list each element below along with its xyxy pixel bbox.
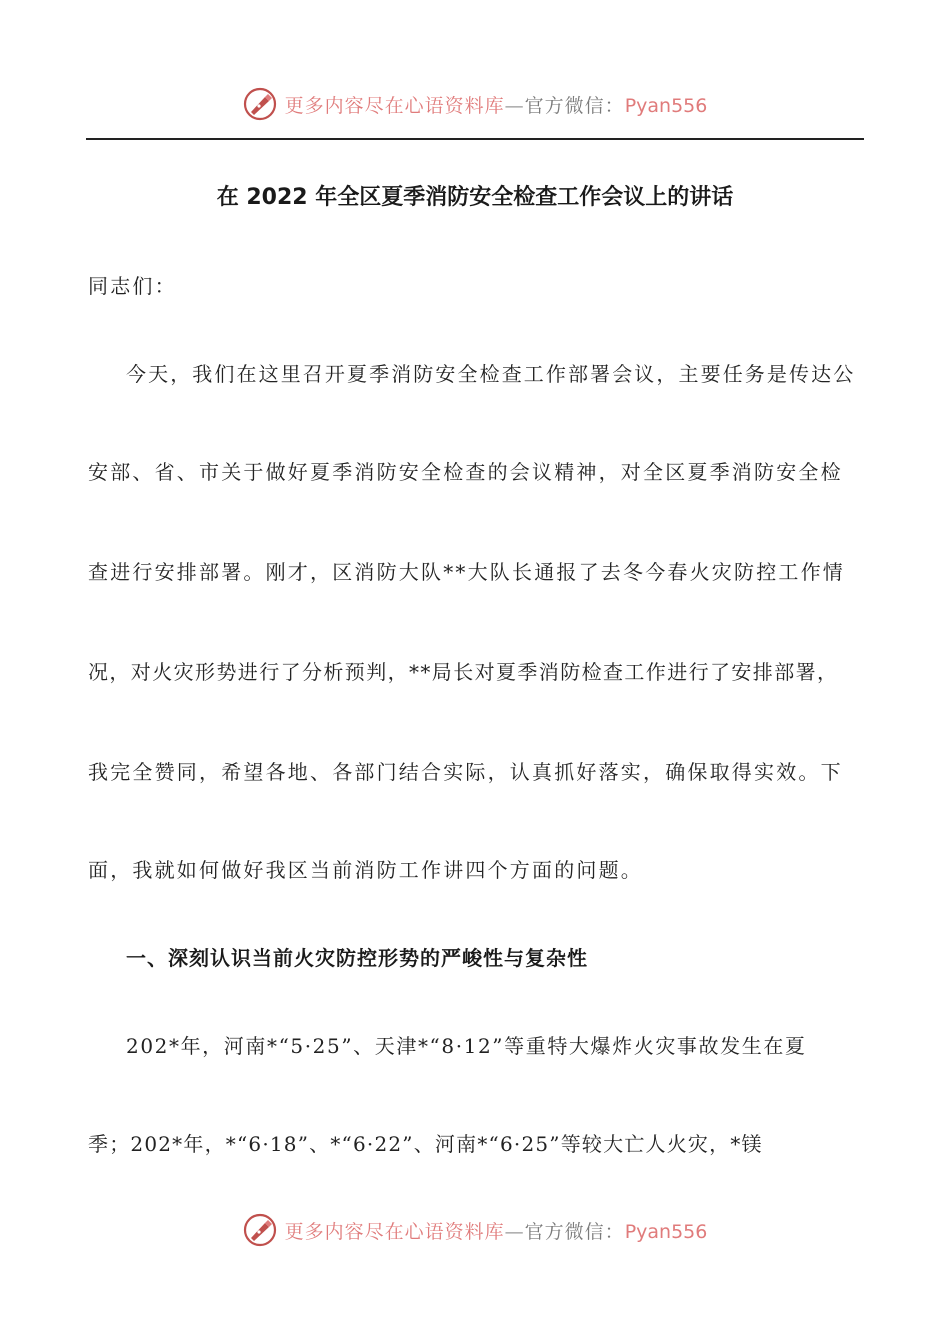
- header-banner-text: [285, 91, 708, 118]
- header-wechat-id: Pyan556: [624, 94, 708, 117]
- paragraph-line: 202*年，河南*“5·25”、天津*“8·12”等重特大爆炸火灾事故发生在夏: [126, 1034, 807, 1058]
- salutation: 同志们：: [88, 274, 177, 298]
- paragraph-line: 安部、省、市关于做好夏季消防安全检查的会议精神，对全区夏季消防安全检: [88, 460, 843, 484]
- footer-wechat-id: Pyan556: [624, 1220, 708, 1243]
- footer-banner-separator: —: [504, 1220, 525, 1243]
- footer-banner: [0, 1210, 950, 1250]
- pen-nib-logo-icon: [243, 1213, 277, 1247]
- header-banner-separator: —: [504, 94, 525, 117]
- header-rule: [86, 138, 864, 140]
- document-title: 在 2022 年全区夏季消防安全检查工作会议上的讲话: [216, 185, 734, 210]
- footer-banner-text: [285, 1217, 708, 1244]
- paragraph-line: 今天，我们在这里召开夏季消防安全检查工作部署会议，主要任务是传达公: [126, 362, 856, 386]
- paragraph-line: 查进行安排部署。刚才，区消防大队**大队长通报了去冬今春火灾防控工作情: [88, 560, 845, 584]
- paragraph-line: 面，我就如何做好我区当前消防工作讲四个方面的问题。: [88, 858, 643, 882]
- header-banner: [0, 84, 950, 124]
- pen-nib-logo-icon: [243, 87, 277, 121]
- footer-banner-label: 官方微信：: [524, 1220, 625, 1243]
- header-banner-main: 更多内容尽在心语资料库: [284, 94, 505, 117]
- header-banner-label: 官方微信：: [524, 94, 625, 117]
- paragraph-line: 我完全赞同，希望各地、各部门结合实际，认真抓好落实，确保取得实效。下: [88, 760, 843, 784]
- paragraph-line: 季；202*年，*“6·18”、*“6·22”、河南*“6·25”等较大亡人火灾，*镁: [88, 1132, 763, 1156]
- footer-banner-main: 更多内容尽在心语资料库: [284, 1220, 505, 1243]
- paragraph-line: 况，对火灾形势进行了分析预判，**局长对夏季消防检查工作进行了安排部署，: [88, 660, 839, 684]
- section-heading: 一、深刻认识当前火灾防控形势的严峻性与复杂性: [126, 946, 588, 970]
